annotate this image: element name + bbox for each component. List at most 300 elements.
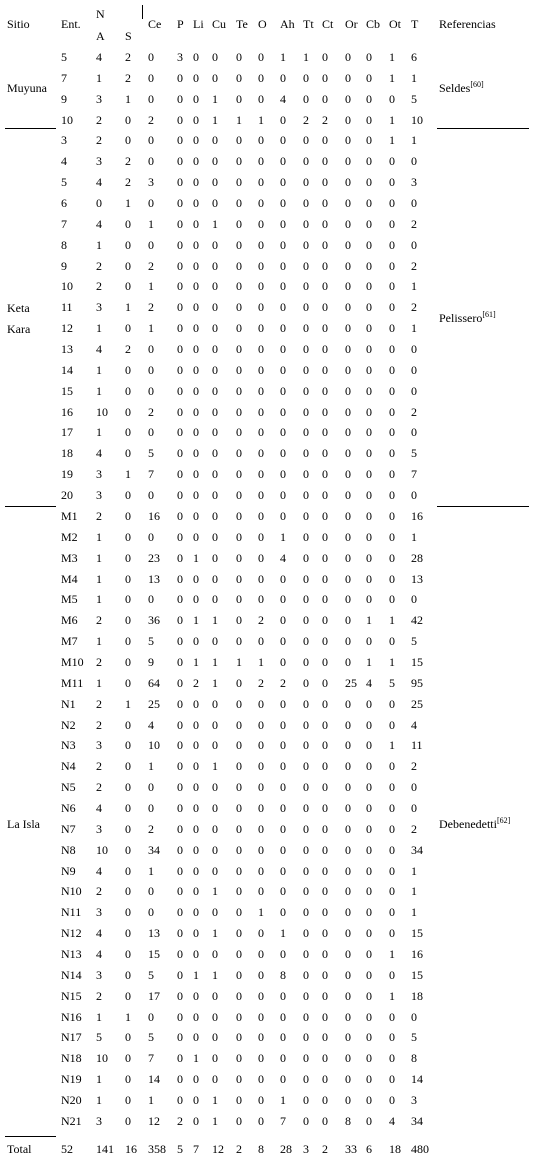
table-cell: 2 (96, 258, 102, 273)
table-cell: 1 (389, 654, 395, 669)
table-cell: 0 (212, 717, 218, 732)
table-cell: 0 (125, 592, 131, 607)
table-cell: 0 (177, 196, 183, 211)
table-cell: 0 (322, 321, 328, 336)
table-cell: 0 (280, 321, 286, 336)
total-label: Total (7, 1142, 32, 1156)
table-cell: 0 (125, 675, 131, 690)
table-cell: 0 (345, 404, 351, 419)
table-cell: 0 (125, 1072, 131, 1087)
table-cell: 0 (322, 446, 328, 461)
table-cell: 1 (96, 362, 102, 377)
table-cell: 2 (411, 821, 417, 836)
table-cell: 4 (96, 946, 102, 961)
table-cell: 0 (236, 905, 242, 920)
table-cell: 0 (236, 196, 242, 211)
table-cell: 0 (345, 1093, 351, 1107)
table-cell: 0 (322, 91, 328, 106)
table-cell: 0 (345, 383, 351, 398)
table-cell: 0 (177, 446, 183, 461)
table-cell: 0 (389, 821, 395, 836)
table-cell: 0 (322, 404, 328, 419)
table-cell: 0 (258, 404, 264, 419)
table-cell: 1 (148, 216, 154, 231)
table-cell: 0 (345, 508, 351, 523)
table-cell: 0 (125, 404, 131, 419)
table-cell: 2 (148, 112, 154, 127)
table-cell: 0 (366, 300, 372, 315)
table-cell: 0 (193, 70, 199, 85)
table-cell: 2 (177, 1113, 183, 1128)
table-cell: 0 (322, 362, 328, 377)
table-cell: 0 (177, 613, 183, 628)
table-cell: 0 (303, 717, 309, 732)
site-reference: Debenedetti[62] (439, 816, 511, 831)
table-cell: 0 (193, 404, 199, 419)
table-cell: 0 (366, 175, 372, 190)
table-cell: 0 (366, 321, 372, 336)
table-cell: 0 (212, 196, 218, 211)
table-cell: 0 (236, 154, 242, 169)
table-cell: 0 (389, 175, 395, 190)
table-cell: 0 (366, 800, 372, 815)
table-cell: 25 (345, 675, 357, 690)
table-cell: 0 (303, 1051, 309, 1066)
table-cell: 1 (212, 654, 218, 669)
table-cell: 2 (96, 613, 102, 628)
table-cell: 0 (258, 300, 264, 315)
table-cell: 0 (389, 279, 395, 294)
table-cell: 0 (212, 1051, 218, 1066)
table-cell: 0 (258, 446, 264, 461)
table-cell: 3 (96, 905, 102, 920)
table-cell: 4 (96, 926, 102, 941)
table-cell: 0 (280, 488, 286, 503)
table-cell: 0 (193, 467, 199, 482)
table-cell: 0 (193, 905, 199, 920)
table-cell: 0 (193, 258, 199, 273)
total-cell: 2 (322, 1142, 328, 1156)
row-ent-cell: M4 (61, 571, 78, 586)
table-cell: 0 (177, 884, 183, 899)
table-cell: 0 (177, 967, 183, 982)
table-cell: 10 (148, 738, 160, 753)
table-cell: 0 (193, 946, 199, 961)
table-cell: 15 (411, 654, 423, 669)
table-cell: 0 (366, 342, 372, 357)
table-cell: 0 (280, 154, 286, 169)
table-cell: 0 (177, 1030, 183, 1045)
table-cell: 0 (125, 863, 131, 878)
table-cell: 2 (96, 717, 102, 732)
table-cell: 0 (280, 175, 286, 190)
table-cell: 0 (366, 1051, 372, 1066)
table-cell: 0 (303, 988, 309, 1003)
table-cell: 2 (96, 696, 102, 711)
table-cell: 9 (148, 654, 154, 669)
table-cell: 28 (411, 550, 423, 565)
table-cell: 0 (177, 800, 183, 815)
row-ent-cell: 3 (61, 133, 67, 148)
table-cell: 0 (193, 738, 199, 753)
table-cell: 0 (345, 654, 351, 669)
table-cell: 1 (236, 654, 242, 669)
table-cell: 0 (366, 467, 372, 482)
table-cell: 0 (303, 613, 309, 628)
table-cell: 0 (212, 905, 218, 920)
row-ent-cell: N7 (61, 821, 76, 836)
table-cell: 2 (411, 258, 417, 273)
table-cell: 0 (366, 592, 372, 607)
separator-keta-kara-right (437, 506, 529, 507)
table-cell: 0 (280, 508, 286, 523)
header-li: Li (193, 17, 204, 31)
table-cell: 0 (280, 133, 286, 148)
table-cell: 0 (303, 196, 309, 211)
table-cell: 0 (389, 550, 395, 565)
table-cell: 0 (125, 654, 131, 669)
row-ent-cell: N8 (61, 842, 76, 857)
table-cell: 0 (177, 842, 183, 857)
total-cell: 52 (61, 1142, 73, 1156)
table-cell: 5 (411, 446, 417, 461)
table-cell: 0 (193, 342, 199, 357)
table-cell: 0 (411, 362, 417, 377)
table-cell: 0 (236, 70, 242, 85)
table-cell: 2 (193, 675, 199, 690)
table-cell: 0 (125, 112, 131, 127)
table-cell: 2 (148, 258, 154, 273)
table-cell: 0 (212, 863, 218, 878)
table-cell: 1 (148, 321, 154, 336)
table-cell: 0 (389, 1093, 395, 1107)
table-cell: 5 (148, 634, 154, 649)
table-cell: 0 (236, 91, 242, 106)
table-cell: 0 (280, 634, 286, 649)
table-cell: 0 (258, 154, 264, 169)
table-cell: 0 (280, 696, 286, 711)
table-cell: 0 (125, 842, 131, 857)
table-cell: 0 (411, 342, 417, 357)
table-cell: 0 (322, 529, 328, 544)
table-cell: 1 (411, 884, 417, 899)
table-cell: 0 (258, 508, 264, 523)
table-cell: 0 (366, 154, 372, 169)
site-name: Kara (7, 322, 31, 336)
table-cell: 0 (345, 342, 351, 357)
table-cell: 0 (148, 488, 154, 503)
table-cell: 2 (280, 675, 286, 690)
table-cell: 0 (177, 362, 183, 377)
table-cell: 0 (366, 508, 372, 523)
table-cell: 0 (280, 425, 286, 440)
table-cell: 1 (411, 321, 417, 336)
table-cell: 0 (148, 592, 154, 607)
table-cell: 0 (322, 383, 328, 398)
row-ent-cell: 11 (61, 300, 73, 315)
table-cell: 0 (303, 404, 309, 419)
table-cell: 0 (177, 675, 183, 690)
table-cell: 0 (322, 905, 328, 920)
table-cell: 0 (411, 196, 417, 211)
table-cell: 0 (322, 154, 328, 169)
table-cell: 0 (193, 196, 199, 211)
table-cell: 11 (411, 738, 423, 753)
table-cell: 0 (345, 50, 351, 64)
table-cell: 0 (236, 1113, 242, 1128)
table-cell: 0 (280, 613, 286, 628)
table-cell: 34 (411, 1113, 423, 1128)
table-cell: 0 (322, 842, 328, 857)
table-cell: 0 (193, 50, 199, 64)
table-cell: 1 (96, 1093, 102, 1107)
table-cell: 0 (366, 91, 372, 106)
table-cell: 3 (96, 1113, 102, 1128)
table-cell: 1 (236, 112, 242, 127)
table-cell: 0 (366, 1093, 372, 1107)
table-cell: 0 (389, 529, 395, 544)
table-cell: 0 (236, 404, 242, 419)
table-cell: 1 (212, 1113, 218, 1128)
table-cell: 0 (258, 738, 264, 753)
table-cell: 0 (258, 196, 264, 211)
table-cell: 0 (236, 634, 242, 649)
table-cell: 0 (193, 926, 199, 941)
table-cell: 0 (389, 258, 395, 273)
table-cell: 0 (322, 613, 328, 628)
table-cell: 16 (411, 946, 423, 961)
table-cell: 0 (303, 1009, 309, 1024)
table-cell: 14 (411, 1072, 423, 1087)
total-cell: 12 (212, 1142, 224, 1156)
header-ent: Ent. (61, 17, 81, 31)
table-cell: 1 (148, 759, 154, 774)
table-cell: 2 (411, 404, 417, 419)
row-ent-cell: 15 (61, 383, 73, 398)
table-cell: 0 (177, 571, 183, 586)
table-cell: 0 (258, 988, 264, 1003)
table-cell: 0 (322, 634, 328, 649)
table-cell: 0 (303, 967, 309, 982)
row-ent-cell: 17 (61, 425, 73, 440)
table-cell: 25 (148, 696, 160, 711)
table-cell: 36 (148, 613, 160, 628)
table-cell: 0 (125, 571, 131, 586)
table-cell: 0 (389, 508, 395, 523)
row-ent-cell: M11 (61, 675, 84, 690)
row-ent-cell: M1 (61, 508, 78, 523)
table-cell: 0 (411, 383, 417, 398)
table-cell: 2 (303, 112, 309, 127)
table-cell: 0 (345, 279, 351, 294)
table-cell: 0 (322, 696, 328, 711)
table-cell: 0 (322, 654, 328, 669)
table-cell: 0 (236, 884, 242, 899)
table-cell: 0 (345, 884, 351, 899)
row-ent-cell: N9 (61, 863, 76, 878)
table-cell: 0 (193, 154, 199, 169)
row-ent-cell: N2 (61, 717, 76, 732)
table-cell: 0 (303, 133, 309, 148)
table-cell: 2 (96, 759, 102, 774)
table-cell: 0 (322, 800, 328, 815)
table-cell: 0 (303, 1093, 309, 1107)
table-cell: 4 (96, 50, 102, 64)
row-ent-cell: M3 (61, 550, 78, 565)
table-cell: 2 (411, 216, 417, 231)
table-cell: 0 (389, 154, 395, 169)
table-cell: 0 (303, 884, 309, 899)
table-cell: 0 (389, 571, 395, 586)
table-cell: 0 (389, 237, 395, 252)
table-cell: 4 (96, 446, 102, 461)
table-cell: 0 (258, 780, 264, 795)
table-cell: 0 (322, 258, 328, 273)
table-cell: 0 (280, 467, 286, 482)
table-cell: 0 (125, 279, 131, 294)
total-cell: 33 (345, 1142, 357, 1156)
table-cell: 0 (303, 70, 309, 85)
table-cell: 0 (366, 550, 372, 565)
table-cell: 10 (96, 404, 108, 419)
table-cell: 0 (389, 196, 395, 211)
table-cell: 0 (389, 321, 395, 336)
table-cell: 0 (125, 1093, 131, 1107)
table-cell: 1 (96, 1009, 102, 1024)
table-cell: 0 (345, 154, 351, 169)
table-cell: 0 (280, 946, 286, 961)
table-cell: 0 (193, 488, 199, 503)
table-cell: 0 (193, 216, 199, 231)
table-cell: 0 (345, 216, 351, 231)
table-cell: 1 (280, 1093, 286, 1107)
table-cell: 0 (193, 634, 199, 649)
table-cell: 8 (411, 1051, 417, 1066)
table-cell: 0 (236, 300, 242, 315)
table-cell: 0 (258, 821, 264, 836)
table-cell: 0 (193, 1113, 199, 1128)
table-cell: 0 (280, 279, 286, 294)
table-cell: 0 (345, 905, 351, 920)
table-cell: 0 (193, 988, 199, 1003)
table-cell: 0 (177, 91, 183, 106)
table-cell: 0 (280, 821, 286, 836)
table-cell: 0 (345, 446, 351, 461)
table-cell: 0 (177, 383, 183, 398)
table-cell: 0 (258, 383, 264, 398)
row-ent-cell: 8 (61, 237, 67, 252)
table-cell: 0 (366, 133, 372, 148)
table-cell: 0 (258, 1072, 264, 1087)
table-cell: 3 (411, 1093, 417, 1107)
table-cell: 0 (366, 216, 372, 231)
table-cell: 0 (125, 1051, 131, 1066)
table-cell: 0 (303, 446, 309, 461)
table-cell: 0 (303, 863, 309, 878)
table-cell: 0 (236, 675, 242, 690)
table-cell: 0 (322, 216, 328, 231)
table-cell: 0 (411, 592, 417, 607)
row-ent-cell: N17 (61, 1030, 82, 1045)
table-cell: 0 (366, 425, 372, 440)
table-cell: 1 (125, 91, 131, 106)
table-cell: 1 (389, 946, 395, 961)
table-cell: 0 (236, 842, 242, 857)
table-cell: 0 (366, 946, 372, 961)
table-cell: 1 (96, 321, 102, 336)
row-ent-cell: N19 (61, 1072, 82, 1087)
table-cell: 0 (258, 592, 264, 607)
table-cell: 0 (366, 112, 372, 127)
table-cell: 0 (303, 175, 309, 190)
table-cell: 0 (258, 696, 264, 711)
table-cell: 0 (236, 926, 242, 941)
table-cell: 0 (280, 404, 286, 419)
table-cell: 0 (236, 342, 242, 357)
table-cell: 2 (96, 508, 102, 523)
table-cell: 0 (193, 279, 199, 294)
table-cell: 0 (177, 237, 183, 252)
table-cell: 0 (148, 50, 154, 64)
row-ent-cell: 7 (61, 216, 67, 231)
table-cell: 0 (148, 780, 154, 795)
reference-citation: [61] (482, 310, 496, 319)
table-cell: 0 (303, 821, 309, 836)
table-cell: 0 (303, 321, 309, 336)
table-cell: 0 (366, 50, 372, 64)
table-cell: 0 (125, 926, 131, 941)
table-cell: 0 (236, 571, 242, 586)
table-cell: 1 (280, 50, 286, 64)
table-cell: 15 (148, 946, 160, 961)
table-cell: 0 (177, 988, 183, 1003)
table-cell: 0 (177, 425, 183, 440)
table-cell: 0 (389, 91, 395, 106)
table-cell: 0 (345, 634, 351, 649)
table-cell: 0 (212, 362, 218, 377)
table-cell: 0 (389, 1072, 395, 1087)
table-cell: 1 (125, 1009, 131, 1024)
table-cell: 0 (212, 696, 218, 711)
table-cell: 0 (322, 571, 328, 586)
total-cell: 7 (193, 1142, 199, 1156)
table-cell: 0 (212, 133, 218, 148)
table-cell: 1 (148, 863, 154, 878)
table-cell: 2 (322, 112, 328, 127)
table-cell: 0 (177, 70, 183, 85)
total-cell: 3 (303, 1142, 309, 1156)
table-cell: 13 (148, 571, 160, 586)
table-cell: 0 (212, 425, 218, 440)
table-cell: 0 (322, 70, 328, 85)
table-cell: 0 (322, 821, 328, 836)
table-cell: 0 (193, 821, 199, 836)
header-or: Or (345, 17, 358, 31)
table-cell: 0 (148, 425, 154, 440)
table-cell: 0 (177, 404, 183, 419)
row-ent-cell: M10 (61, 654, 84, 669)
table-cell: 0 (303, 1113, 309, 1128)
table-cell: 0 (345, 70, 351, 85)
table-cell: 0 (177, 488, 183, 503)
table-cell: 0 (366, 258, 372, 273)
row-ent-cell: N21 (61, 1113, 82, 1128)
table-cell: 0 (125, 488, 131, 503)
table-cell: 0 (125, 362, 131, 377)
table-cell: 4 (96, 863, 102, 878)
row-ent-cell: 16 (61, 404, 73, 419)
table-cell: 2 (258, 675, 264, 690)
